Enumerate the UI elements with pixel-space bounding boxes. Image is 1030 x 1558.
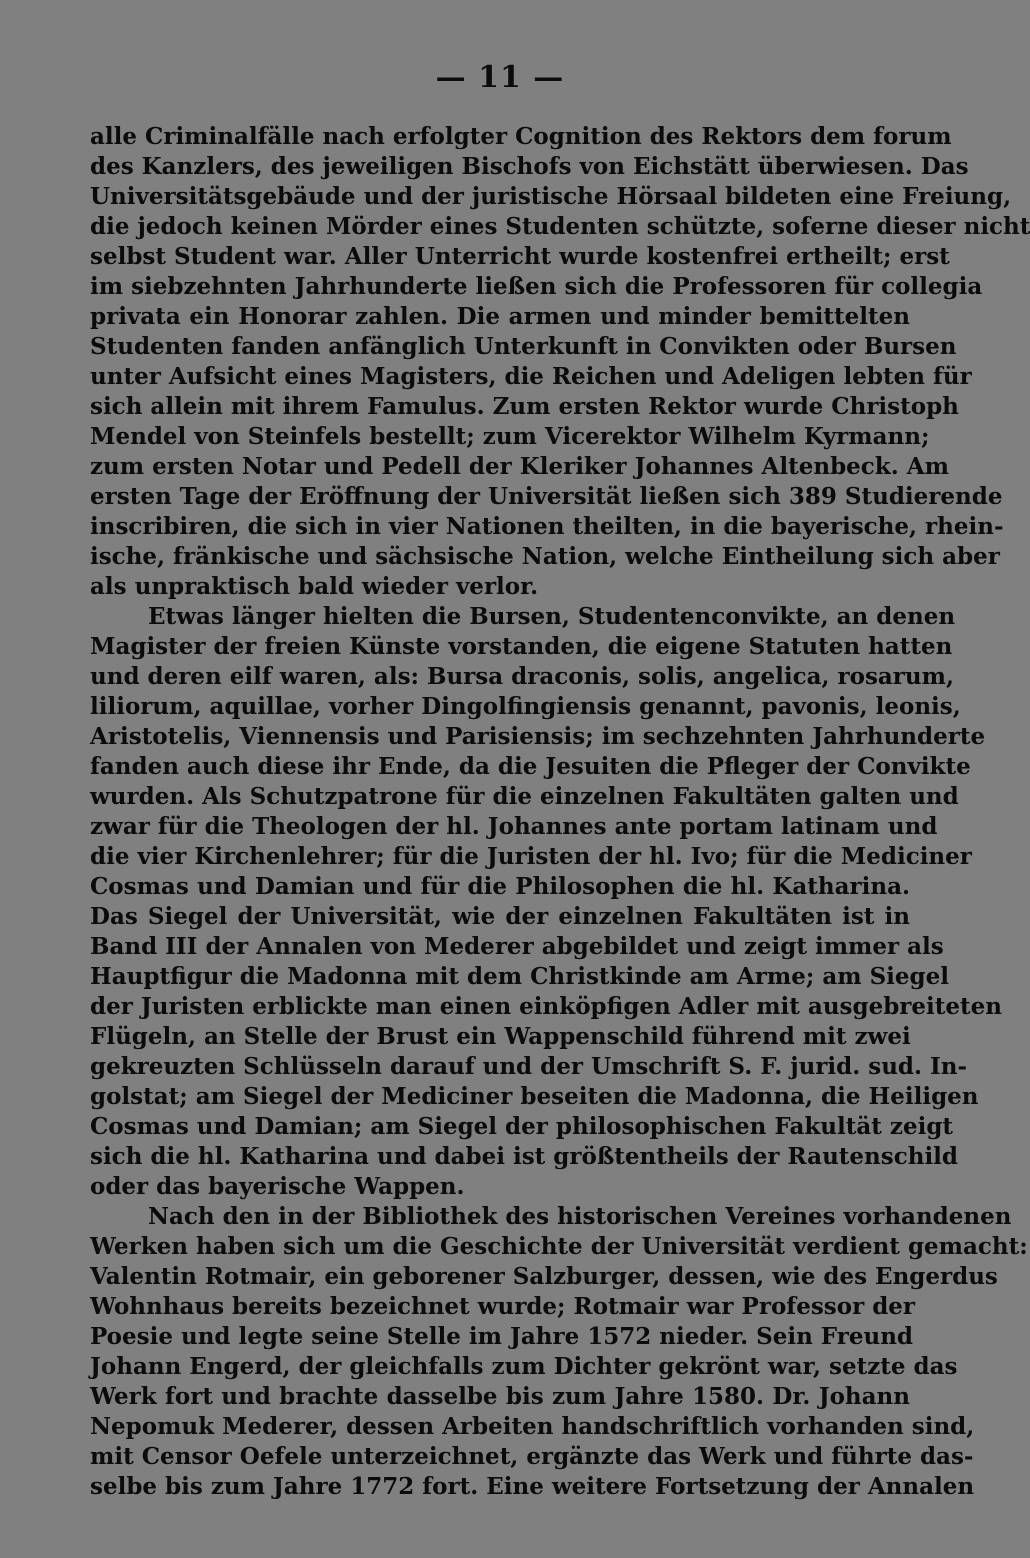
text-line: Werk fort und brachte dasselbe bis zum Jahre 1580. Dr. Johann [90, 1383, 910, 1410]
text-line: selbe bis zum Jahre 1772 fort. Eine weitere Fortsetzung der Annalen [90, 1473, 975, 1500]
text-line: sich die hl. Katharina und dabei ist größtentheils der Rautenschild [90, 1143, 959, 1170]
text-line: und deren eilf waren, als: Bursa draconis, solis, angelica, rosarum, [90, 663, 954, 690]
text-line: Universitätsgebäude und der juristische Hörsaal bildeten eine Freiung, [90, 183, 1012, 210]
text-line: die jedoch keinen Mörder eines Studenten schützte, soferne dieser nicht [90, 213, 1030, 240]
text-line: Hauptfigur die Madonna mit dem Christkinde am Arme; am Siegel [90, 963, 950, 990]
text-line: die vier Kirchenlehrer; für die Juristen der hl. Ivo; für die Mediciner [90, 843, 972, 870]
text-line: inscribiren, die sich in vier Nationen theilten, in die bayerische, rhein- [90, 513, 1004, 540]
text-line: mit Censor Oefele unterzeichnet, ergänzte das Werk und führte das- [90, 1443, 974, 1470]
text-line: im siebzehnten Jahrhunderte ließen sich die Professoren für collegia [90, 273, 983, 300]
text-line: liliorum, aquillae, vorher Dingolfingiensis genannt, pavonis, leonis, [90, 693, 961, 720]
text-line: zwar für die Theologen der hl. Johannes ante portam latinam und [90, 813, 938, 840]
text-line: Nepomuk Mederer, dessen Arbeiten handschriftlich vorhanden sind, [90, 1413, 975, 1440]
page-number: — 11 — [435, 60, 565, 95]
text-line: Aristotelis, Viennensis und Parisiensis; im sechzehnten Jahrhunderte [90, 723, 986, 750]
text-line: Valentin Rotmair, ein geborener Salzburger, dessen, wie des Engerdus [90, 1263, 998, 1290]
text-line: Studenten fanden anfänglich Unterkunft in Convikten oder Bursen [90, 333, 957, 360]
text-line: privata ein Honorar zahlen. Die armen und minder bemittelten [90, 303, 910, 330]
text-line: Band III der Annalen von Mederer abgebildet und zeigt immer als [90, 933, 944, 960]
body-text [90, 122, 1030, 1502]
text-line: sich allein mit ihrem Famulus. Zum ersten Rektor wurde Christoph [90, 393, 959, 420]
text-line: Das Siegel der Universität, wie der einzelnen Fakultäten ist in [90, 903, 910, 930]
text-line: Wohnhaus bereits bezeichnet wurde; Rotmair war Professor der [90, 1293, 916, 1320]
text-line: alle Criminalfälle nach erfolgter Cognition des Rektors dem forum [90, 123, 952, 150]
text-line: Poesie und legte seine Stelle im Jahre 1572 nieder. Sein Freund [90, 1323, 914, 1350]
text-line: Magister der freien Künste vorstanden, die eigene Statuten hatten [90, 633, 953, 660]
text-line: golstat; am Siegel der Mediciner beseiten die Madonna, die Heiligen [90, 1083, 979, 1110]
text-line: wurden. Als Schutzpatrone für die einzelnen Fakultäten galten und [90, 783, 959, 810]
text-line: Cosmas und Damian und für die Philosophen die hl. Katharina. [90, 873, 910, 900]
text-line: Nach den in der Bibliothek des historischen Vereines vorhandenen [148, 1203, 1012, 1230]
text-line: des Kanzlers, des jeweiligen Bischofs von Eichstätt überwiesen. Das [90, 153, 969, 180]
text-line: Mendel von Steinfels bestellt; zum Vicerektor Wilhelm Kyrmann; [90, 423, 930, 450]
text-line: Werken haben sich um die Geschichte der Universität verdient gemacht: [90, 1233, 1028, 1260]
text-line: oder das bayerische Wappen. [90, 1173, 465, 1200]
text-line: Etwas länger hielten die Bursen, Studentenconvikte, an denen [148, 603, 956, 630]
text-line: selbst Student war. Aller Unterricht wurde kostenfrei ertheilt; erst [90, 243, 950, 270]
text-line: unter Aufsicht eines Magisters, die Reichen und Adeligen lebten für [90, 363, 972, 390]
text-line: als unpraktisch bald wieder verlor. [90, 573, 539, 600]
text-line: ische, fränkische und sächsische Nation, welche Eintheilung sich aber [90, 543, 1000, 570]
text-line: Flügeln, an Stelle der Brust ein Wappenschild führend mit zwei [90, 1023, 911, 1050]
text-line: Cosmas und Damian; am Siegel der philosophischen Fakultät zeigt [90, 1113, 954, 1140]
text-line: ersten Tage der Eröffnung der Universität ließen sich 389 Studierende [90, 483, 1003, 510]
text-line: zum ersten Notar und Pedell der Kleriker Johannes Altenbeck. Am [90, 453, 949, 480]
text-line: fanden auch diese ihr Ende, da die Jesuiten die Pfleger der Convikte [90, 753, 971, 780]
text-line: gekreuzten Schlüsseln darauf und der Umschrift S. F. jurid. sud. In- [90, 1053, 968, 1080]
text-line: Johann Engerd, der gleichfalls zum Dichter gekrönt war, setzte das [90, 1353, 958, 1380]
text-line: der Juristen erblickte man einen einköpfigen Adler mit ausgebreiteten [90, 993, 1003, 1020]
